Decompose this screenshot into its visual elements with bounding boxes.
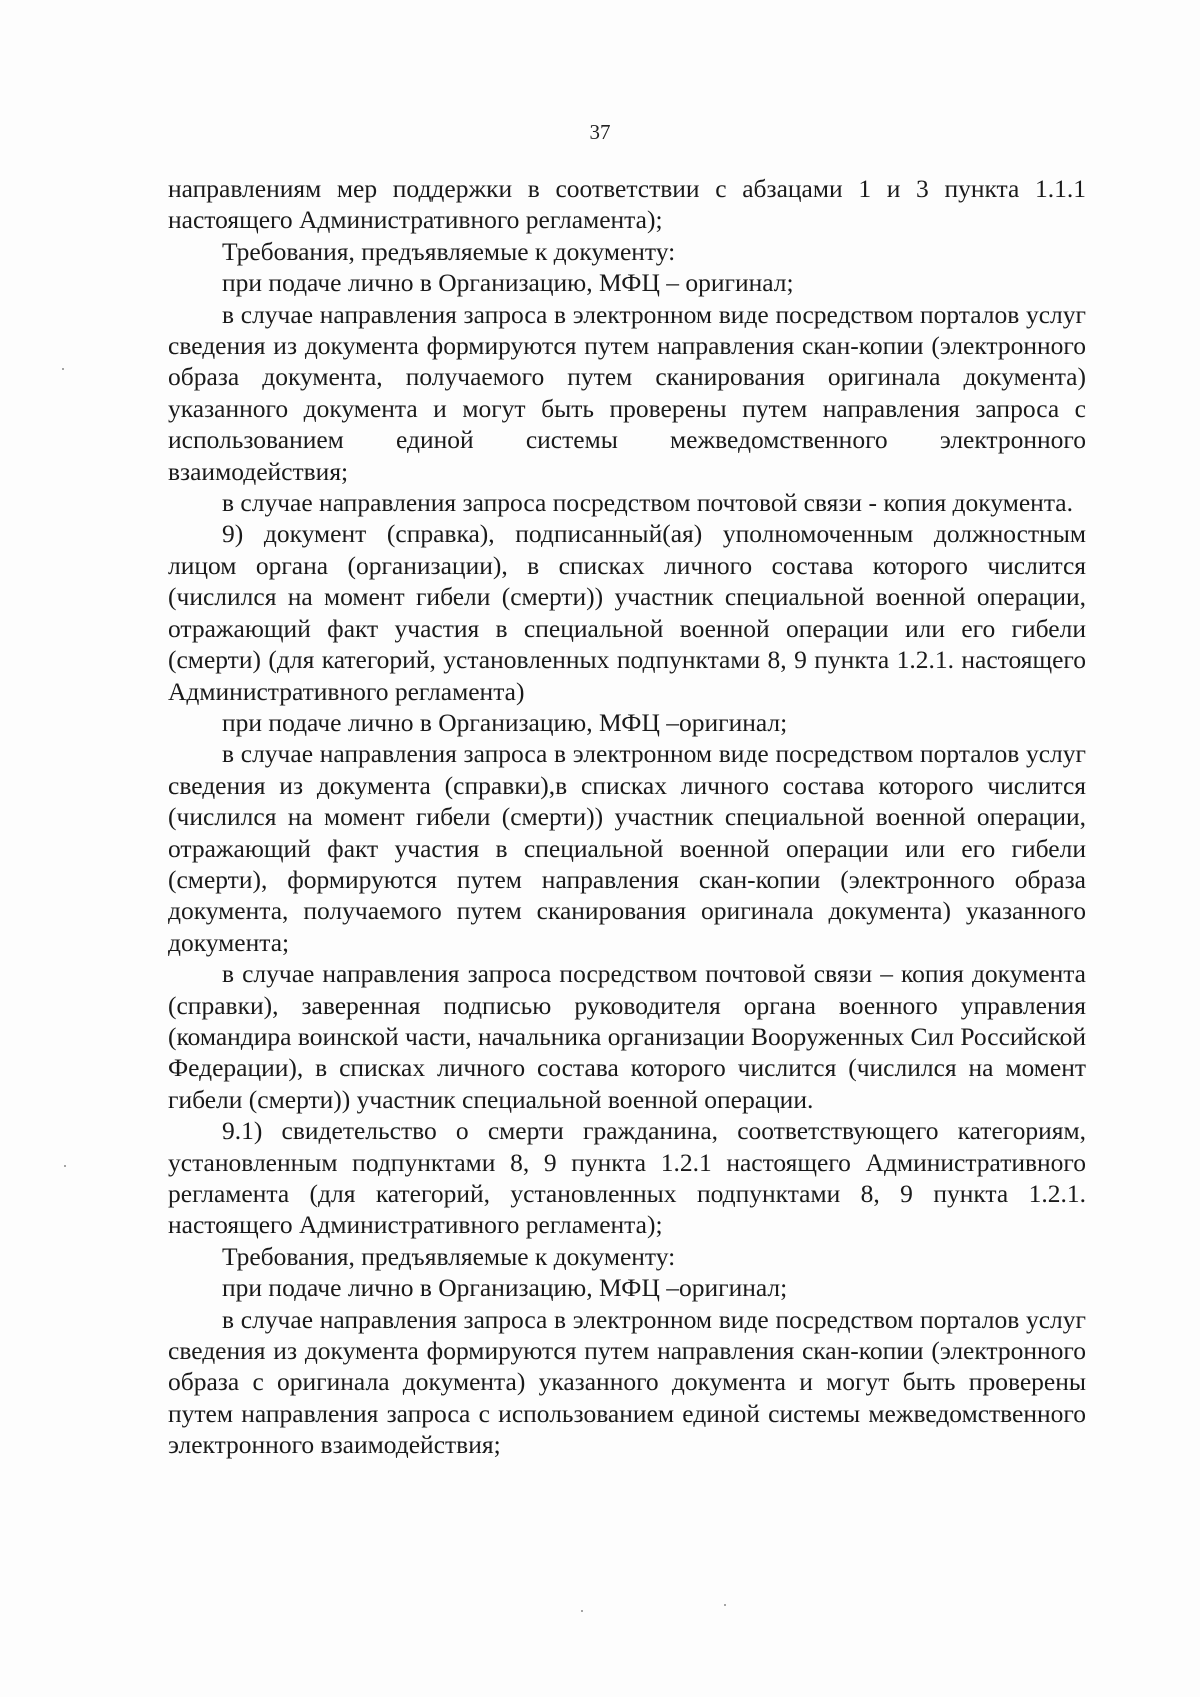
paragraph-item-9-1: 9.1) свидетельство о смерти гражданина, соответствующего категориям, установленным подпунктами 8, 9 пункта 1.2.1 настоящего Административного регламента (для категорий, установленных подпунктами 8, 9 пункта 1.2.1. настоящего Административного регламента); (168, 1116, 1086, 1240)
paragraph-requirements-heading: Требования, предъявляемые к документу: (222, 1241, 676, 1271)
paragraph-continuation: направлениям мер поддержки в соответствии с абзацами 1 и 3 пункта 1.1.1 настоящего Административного регламента); (168, 174, 1086, 235)
document-body (168, 173, 1086, 1461)
paragraph-electronic-request: в случае направления запроса в электронном виде посредством порталов услуг сведения из документа (справки),в списках личного состава которого числится (числился на момент гибели (смерти)) участник специальной военной операции, отражающий факт участия в специальной военной операции или его гибели (смерти), формируются путем направления скан-копии (электронного образа документа, получаемого путем сканирования оригинала документа) указанного документа; (168, 739, 1086, 957)
scan-speck (62, 368, 64, 370)
paragraph-requirements-heading: Требования, предъявляемые к документу: (222, 236, 676, 266)
paragraph-postal-request: в случае направления запроса посредством почтовой связи – копия документа (справки), заверенная подписью руководителя органа военного управления (командира воинской части, начальника организации Вооруженных Сил Российской Федерации), в списках личного состава которого числится (числился на момент гибели (смерти)) участник специальной военной операции. (168, 959, 1086, 1114)
paragraph-in-person: при подаче лично в Организацию, МФЦ – оригинал; (222, 268, 794, 298)
scan-speck (64, 1165, 66, 1167)
page-number: 37 (589, 120, 611, 144)
paragraph-postal-request: в случае направления запроса посредством почтовой связи - копия документа. (222, 488, 1073, 518)
scan-speck (581, 1610, 583, 1612)
paragraph-electronic-request: в случае направления запроса в электронном виде посредством порталов услуг сведения из документа формируются путем направления скан-копии (электронного образа с оригинала документа) указанного документа и могут быть проверены путем направления запроса с использованием единой системы межведомственного электронного взаимодействия; (168, 1304, 1086, 1460)
paragraph-in-person: при подаче лично в Организацию, МФЦ –оригинал; (222, 1273, 788, 1303)
paragraph-in-person: при подаче лично в Организацию, МФЦ –оригинал; (222, 707, 788, 737)
paragraph-electronic-request: в случае направления запроса в электронном виде посредством порталов услуг сведения из документа формируются путем направления скан-копии (электронного образа документа, получаемого путем сканирования оригинала документа) указанного документа и могут быть проверены путем направления запроса с использованием единой системы межведомственного электронного взаимодействия; (168, 299, 1086, 486)
scan-speck (724, 1604, 726, 1606)
paragraph-item-9: 9) документ (справка), подписанный(ая) уполномоченным должностным лицом органа (организации), в списках личного состава которого числится (числился на момент гибели (смерти)) участник специальной военной операции, отражающий факт участия в специальной военной операции или его гибели (смерти) (для категорий, установленных подпунктами 8, 9 пункта 1.2.1. настоящего Административного регламента) (168, 519, 1086, 706)
